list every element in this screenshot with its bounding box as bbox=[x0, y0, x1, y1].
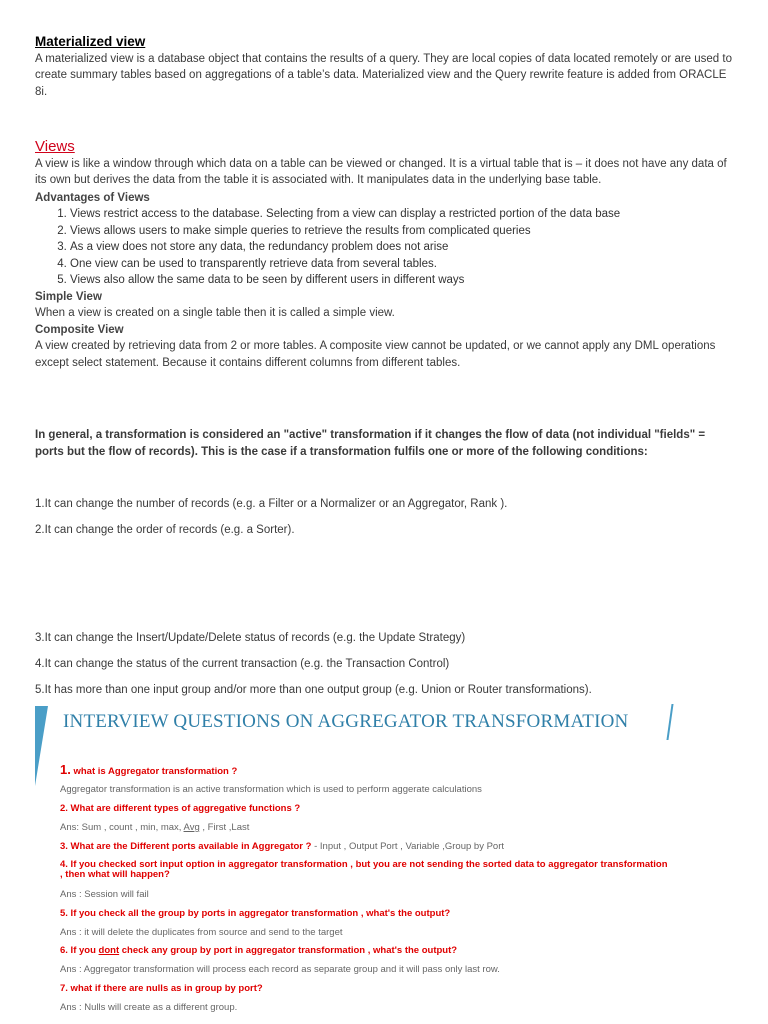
simple-view-heading: Simple View bbox=[35, 290, 102, 303]
materialized-view-heading: Materialized view bbox=[35, 34, 146, 49]
materialized-view-body: A materialized view is a database object that contains the results of a query. They are local copies of data located remotely or are used to create summary tables based on aggregations of a table’s data. Materialized view and the Query rewrite feature is added from ORACLE 8i. bbox=[35, 52, 732, 98]
question-text: check any group by port in aggregator transformation , what's the output? bbox=[119, 945, 458, 956]
question-3 bbox=[60, 841, 670, 853]
answer-text: - Input , Output Port , Variable ,Group by Port bbox=[311, 841, 505, 852]
composite-view-body: A view created by retrieving data from 2 or more tables. A composite view cannot be updated, or we cannot apply any DML operations except select statement. Because it contains different columns from different tables. bbox=[35, 340, 716, 369]
question-1 bbox=[60, 764, 670, 778]
interview-title: INTERVIEW QUESTIONS ON AGGREGATOR TRANSFORMATION bbox=[63, 711, 629, 732]
answer-4: Ans : Session will fail bbox=[60, 889, 149, 900]
list-item: 1. Views restrict access to the database. Selecting from a view can display a restricted portion of the data base bbox=[70, 206, 735, 223]
accent-stripe-right bbox=[666, 704, 673, 740]
simple-view-body: When a view is created on a single table then it is called a simple view. bbox=[35, 307, 395, 319]
condition-3: 3.It can change the Insert/Update/Delete status of records (e.g. the Update Strategy) bbox=[35, 632, 466, 644]
views-heading: Views bbox=[35, 138, 75, 155]
accent-stripe-left bbox=[35, 706, 48, 786]
answer-text: Ans: Sum , count , min, max, bbox=[60, 822, 184, 833]
answer-6: Ans : Aggregator transformation will process each record as separate group and it will pass only last row. bbox=[60, 964, 500, 975]
question-text: 3. What are the Different ports available in Aggregator ? bbox=[60, 841, 312, 852]
list-item: 5. Views also allow the same data to be seen by different users in different ways bbox=[70, 272, 735, 289]
question-7: 7. what if there are nulls as in group by port? bbox=[60, 983, 263, 994]
interview-questions-image bbox=[35, 704, 675, 1024]
question-6 bbox=[60, 945, 670, 957]
condition-4: 4.It can change the status of the current transaction (e.g. the Transaction Control) bbox=[35, 658, 450, 670]
condition-2: 2.It can change the order of records (e.g. a Sorter). bbox=[35, 524, 295, 536]
answer-5: Ans : it will delete the duplicates from source and send to the target bbox=[60, 927, 343, 938]
condition-5: 5.It has more than one input group and/or more than one output group (e.g. Union or Router transformations). bbox=[35, 684, 592, 696]
transformation-intro: In general, a transformation is considered an "active" transformation if it changes the flow of data (not individual "fields" = ports but the flow of records). This is the case if a transformation fulfils one or more of the following conditions: bbox=[35, 429, 706, 458]
answer-2 bbox=[60, 822, 670, 834]
answer-7: Ans : Nulls will create as a different group. bbox=[60, 1002, 238, 1013]
advantages-heading: Advantages of Views bbox=[35, 191, 150, 204]
question-text: what is Aggregator transformation ? bbox=[70, 766, 238, 777]
list-item: 4. One view can be used to transparently retrieve data from several tables. bbox=[70, 256, 735, 273]
condition-1: 1.It can change the number of records (e.g. a Filter or a Normalizer or an Aggregator, Rank ). bbox=[35, 498, 508, 510]
question-2: 2. What are different types of aggregative functions ? bbox=[60, 803, 301, 814]
views-body: A view is like a window through which data on a table can be viewed or changed. It is a virtual table that is – it does not have any data of its own but derives the data from the table it is associated with. It manipulates data in the underlying base table. bbox=[35, 157, 727, 186]
question-4: 4. If you checked sort input option in aggregator transformation , but you are not sending the sorted data to aggregator transformation , then what will happen? bbox=[60, 859, 668, 880]
question-5: 5. If you check all the group by ports in aggregator transformation , what's the output? bbox=[60, 908, 451, 919]
list-item: 3. As a view does not store any data, the redundancy problem does not arise bbox=[70, 239, 735, 256]
advantages-list bbox=[35, 206, 735, 289]
answer-text: , First ,Last bbox=[199, 822, 250, 833]
answer-text-underlined: Avg bbox=[183, 822, 200, 833]
answer-1: Aggregator transformation is an active transformation which is used to perform aggerate calculations bbox=[60, 784, 482, 795]
list-item: 2. Views allows users to make simple queries to retrieve the results from complicated queries bbox=[70, 223, 735, 240]
question-text-underlined: dont bbox=[98, 945, 120, 956]
question-text: 6. If you bbox=[60, 945, 99, 956]
composite-view-heading: Composite View bbox=[35, 323, 124, 336]
question-number: 1. bbox=[60, 762, 71, 777]
